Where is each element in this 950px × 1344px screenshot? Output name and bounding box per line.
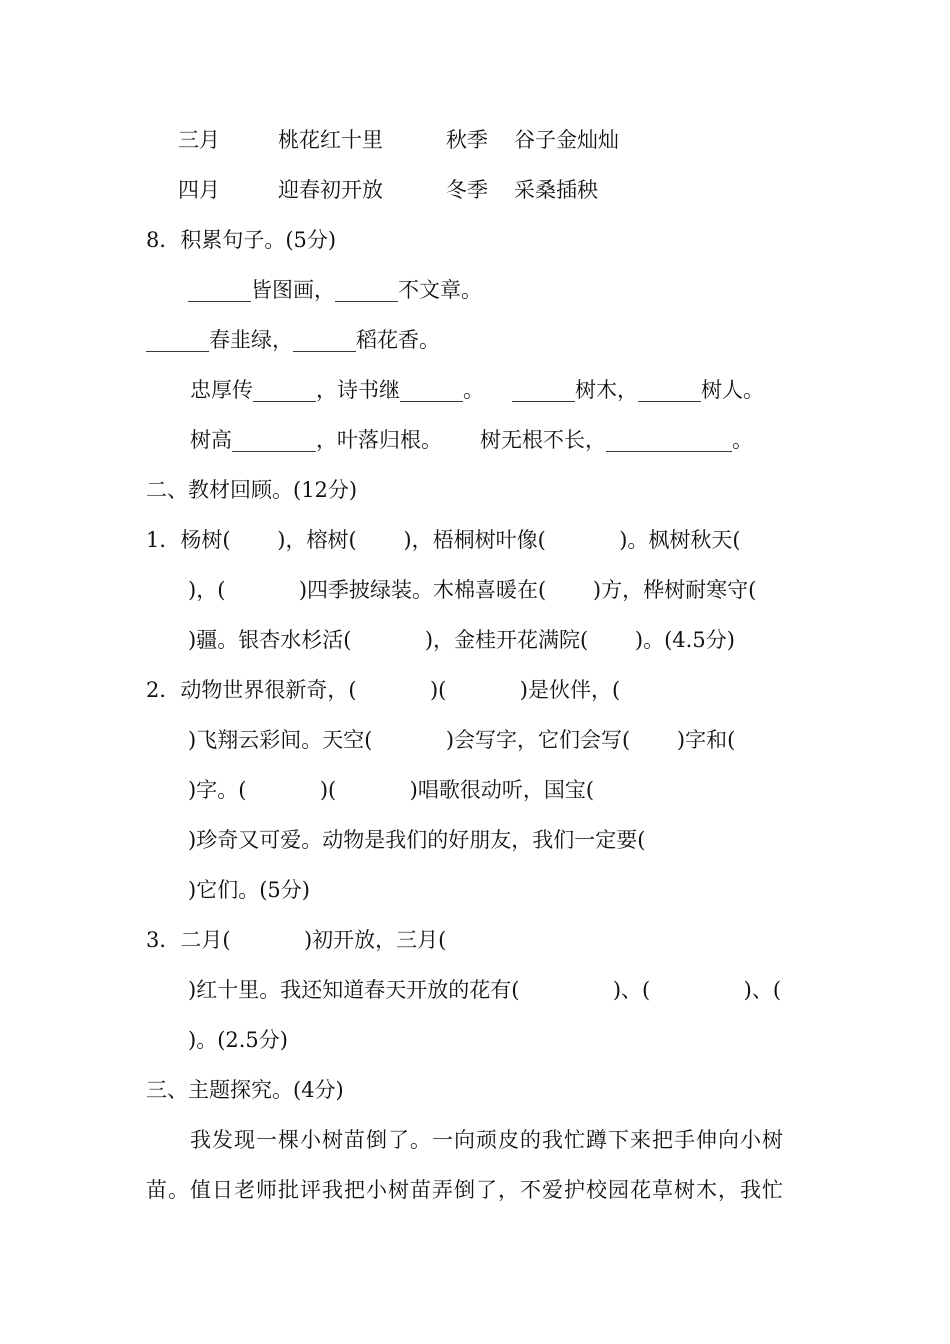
q8-line4a: 树高________，叶落归根。 [190, 428, 442, 452]
flower-1: 桃花红十里 [278, 128, 383, 152]
q8-title: 8．积累句子。(5分) [146, 228, 337, 252]
q2-line4: )珍奇又可爱。动物是我们的好朋友，我们一定要( [188, 828, 646, 852]
q3-line1: 3．二月( )初开放，三月( [146, 928, 447, 952]
activity-2: 采桑插秧 [514, 178, 598, 202]
q3-line3: )。(2.5分) [188, 1028, 288, 1052]
q8-line4b: 树无根不长，____________。 [480, 428, 753, 452]
section2-title: 二、教材回顾。(12分) [146, 478, 358, 502]
q8-line1: ______皆图画，______不文章。 [188, 278, 482, 302]
season-2: 冬季 [446, 178, 488, 202]
q1-line1: 1．杨树( )，榕树( )，梧桐树叶像( )。枫树秋天( [146, 528, 741, 552]
q1-line2: )，( )四季披绿装。木棉喜暖在( )方，桦树耐寒守( [188, 578, 757, 602]
month-2: 四月 [178, 178, 220, 202]
q2-line2: )飞翔云彩间。天空( )会写字，它们会写( )字和( [188, 728, 736, 752]
q2-line1: 2．动物世界很新奇，( )( )是伙伴，( [146, 678, 621, 702]
q8-line3b: ______树木，______树人。 [512, 378, 764, 402]
q1-line3: )疆。银杏水杉活( )，金桂开花满院( )。(4.5分) [188, 628, 735, 652]
q3-line2: )红十里。我还知道春天开放的花有( )、( )、( [188, 978, 782, 1002]
q8-line2: ______春韭绿，______稻花香。 [146, 328, 440, 352]
q2-line5: )它们。(5分) [188, 878, 310, 902]
section3-title: 三、主题探究。(4分) [146, 1078, 344, 1102]
flower-2: 迎春初开放 [278, 178, 383, 202]
q2-line3: )字。( )( )唱歌很动听，国宝( [188, 778, 595, 802]
season-1: 秋季 [446, 128, 488, 152]
q8-line3a: 忠厚传______，诗书继______。 [190, 378, 484, 402]
activity-1: 谷子金灿灿 [514, 128, 619, 152]
section3-paragraph-line2: 苗。值日老师批评我把小树苗弄倒了，不爱护校园花草树木，我忙 [146, 1178, 784, 1202]
section3-paragraph-line1: 我发现一棵小树苗倒了。一向顽皮的我忙蹲下来把手伸向小树 [190, 1128, 784, 1152]
month-1: 三月 [178, 128, 220, 152]
